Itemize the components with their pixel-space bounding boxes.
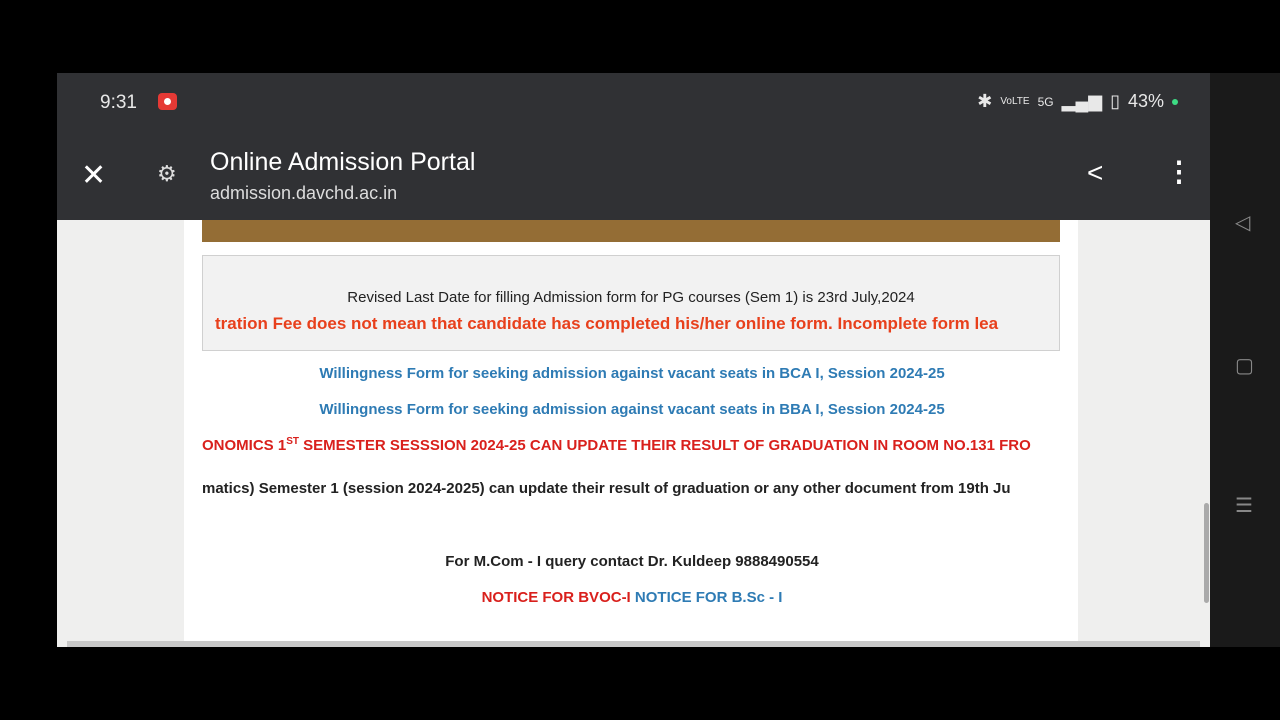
screen-record-icon [158, 93, 177, 110]
battery-level: 43% [1127, 91, 1164, 111]
status-icons [977, 91, 1178, 112]
marquee-text: ONOMICS 1 [202, 437, 287, 454]
horizontal-scrollbar[interactable] [67, 641, 1200, 647]
bluetooth-icon: ✱ [977, 91, 993, 111]
bvoc-notice-link[interactable]: NOTICE FOR BVOC-I [481, 589, 631, 606]
vertical-scrollbar[interactable] [1204, 503, 1209, 603]
home-icon[interactable]: ▢ [1235, 355, 1254, 377]
navigation-bar [1210, 73, 1280, 647]
bca-willingness-link[interactable]: Willingness Form for seeking admission against vacant seats in BCA I, Session 2024-25 [319, 365, 945, 382]
site-settings-icon[interactable]: ⚙ [157, 161, 177, 186]
clock: 9:31 [100, 92, 137, 113]
marquee-sup: ST [286, 436, 299, 447]
economics-marquee [202, 436, 1062, 454]
page-url[interactable]: admission.davchd.ac.in [210, 183, 398, 203]
close-icon[interactable]: ✕ [81, 159, 107, 192]
phone-screen [57, 73, 1210, 647]
share-icon[interactable]: < [1087, 157, 1104, 188]
signal-icon: 5G [1037, 94, 1054, 109]
last-date-notice: Revised Last Date for filling Admission form for PG courses (Sem 1) is 23rd July,2024 [347, 289, 915, 306]
bba-willingness-link[interactable]: Willingness Form for seeking admission against vacant seats in BBA I, Session 2024-25 [319, 401, 945, 418]
more-options-icon[interactable]: ⋮ [1165, 156, 1193, 187]
maths-marquee: matics) Semester 1 (session 2024-2025) can update their result of graduation or any other document from 19th Ju [202, 480, 1011, 497]
privacy-dot [1172, 99, 1178, 105]
volte-icon: VoLTE [1000, 96, 1030, 107]
fee-notice-marquee: tration Fee does not mean that candidate has completed his/her online form. Incomplete form lea [215, 314, 999, 333]
page-title: Online Admission Portal [210, 148, 476, 176]
notice-box [202, 255, 1060, 351]
browser-header [57, 73, 1210, 220]
mcom-contact: For M.Com - I query contact Dr. Kuldeep 9888490554 [445, 553, 819, 570]
battery-icon: ▯ [1110, 91, 1120, 111]
recents-icon[interactable]: ☰ [1235, 495, 1253, 517]
web-content [184, 220, 1078, 647]
signal-bars-icon: ▂▄▆ [1061, 91, 1103, 111]
bsc-notice-link[interactable]: NOTICE FOR B.Sc - I [634, 589, 783, 606]
marquee-text: SEMESTER SESSSION 2024-25 CAN UPDATE THEIR RESULT OF GRADUATION IN ROOM NO.131 FRO [298, 437, 1031, 454]
back-icon[interactable]: ◁ [1235, 212, 1251, 234]
banner [202, 220, 1060, 242]
notice-links [202, 589, 1062, 606]
